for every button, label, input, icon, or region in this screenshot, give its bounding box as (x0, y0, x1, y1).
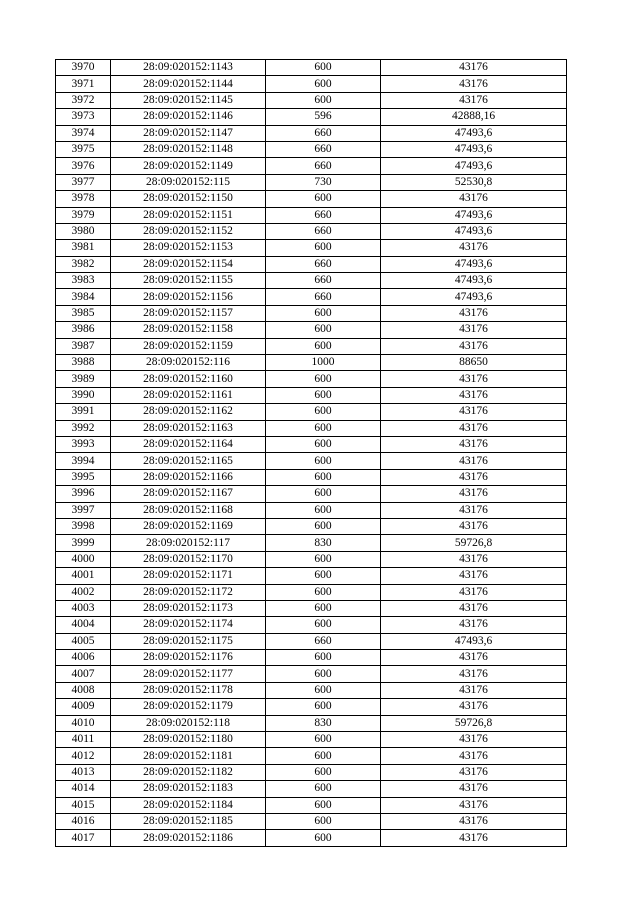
cadastral-number-cell: 28:09:020152:1181 (111, 748, 266, 764)
table-row (56, 223, 567, 239)
table-row (56, 256, 567, 272)
row-number-cell: 3981 (56, 240, 111, 256)
row-number-cell: 3993 (56, 436, 111, 452)
row-number-cell: 3972 (56, 92, 111, 108)
table-row (56, 109, 567, 125)
cadastral-number-cell: 28:09:020152:1149 (111, 158, 266, 174)
table-row (56, 748, 567, 764)
cadastral-number-cell: 28:09:020152:1165 (111, 453, 266, 469)
table-row (56, 666, 567, 682)
table-row (56, 305, 567, 321)
area-cell: 600 (266, 60, 381, 76)
area-cell: 660 (266, 633, 381, 649)
value-cell: 43176 (381, 60, 567, 76)
row-number-cell: 4010 (56, 715, 111, 731)
area-cell: 600 (266, 568, 381, 584)
cadastral-number-cell: 28:09:020152:1155 (111, 273, 266, 289)
area-cell: 600 (266, 502, 381, 518)
area-cell: 730 (266, 174, 381, 190)
value-cell: 43176 (381, 813, 567, 829)
area-cell: 600 (266, 322, 381, 338)
row-number-cell: 3985 (56, 305, 111, 321)
area-cell: 600 (266, 699, 381, 715)
row-number-cell: 3988 (56, 355, 111, 371)
row-number-cell: 3991 (56, 404, 111, 420)
table-row (56, 338, 567, 354)
area-cell: 600 (266, 748, 381, 764)
value-cell: 43176 (381, 338, 567, 354)
row-number-cell: 4009 (56, 699, 111, 715)
cadastral-number-cell: 28:09:020152:1171 (111, 568, 266, 584)
row-number-cell: 3973 (56, 109, 111, 125)
cadastral-number-cell: 28:09:020152:1174 (111, 617, 266, 633)
area-cell: 600 (266, 666, 381, 682)
area-cell: 830 (266, 535, 381, 551)
row-number-cell: 4016 (56, 813, 111, 829)
cadastral-number-cell: 28:09:020152:1144 (111, 76, 266, 92)
row-number-cell: 3989 (56, 371, 111, 387)
area-cell: 600 (266, 453, 381, 469)
value-cell: 43176 (381, 469, 567, 485)
row-number-cell: 3999 (56, 535, 111, 551)
row-number-cell: 3986 (56, 322, 111, 338)
row-number-cell: 3987 (56, 338, 111, 354)
cadastral-number-cell: 28:09:020152:1179 (111, 699, 266, 715)
area-cell: 600 (266, 584, 381, 600)
table-row (56, 453, 567, 469)
cadastral-number-cell: 28:09:020152:1157 (111, 305, 266, 321)
value-cell: 43176 (381, 486, 567, 502)
cadastral-number-cell: 28:09:020152:1158 (111, 322, 266, 338)
area-cell: 600 (266, 92, 381, 108)
row-number-cell: 4012 (56, 748, 111, 764)
table-row (56, 76, 567, 92)
value-cell: 43176 (381, 682, 567, 698)
row-number-cell: 3978 (56, 191, 111, 207)
value-cell: 43176 (381, 617, 567, 633)
value-cell: 43176 (381, 666, 567, 682)
table-row (56, 322, 567, 338)
value-cell: 43176 (381, 600, 567, 616)
row-number-cell: 4005 (56, 633, 111, 649)
value-cell: 88650 (381, 355, 567, 371)
cadastral-number-cell: 28:09:020152:1176 (111, 650, 266, 666)
row-number-cell: 3983 (56, 273, 111, 289)
value-cell: 47493,6 (381, 125, 567, 141)
area-cell: 660 (266, 158, 381, 174)
table-row (56, 420, 567, 436)
table-row (56, 502, 567, 518)
row-number-cell: 4004 (56, 617, 111, 633)
table-row (56, 60, 567, 76)
table-row (56, 158, 567, 174)
row-number-cell: 4003 (56, 600, 111, 616)
table-row (56, 92, 567, 108)
table-row (56, 273, 567, 289)
area-cell: 600 (266, 600, 381, 616)
table-row (56, 289, 567, 305)
cadastral-number-cell: 28:09:020152:1150 (111, 191, 266, 207)
area-cell: 660 (266, 125, 381, 141)
cadastral-number-cell: 28:09:020152:1170 (111, 551, 266, 567)
value-cell: 43176 (381, 322, 567, 338)
cadastral-number-cell: 28:09:020152:1169 (111, 518, 266, 534)
value-cell: 43176 (381, 699, 567, 715)
table-row (56, 125, 567, 141)
row-number-cell: 3996 (56, 486, 111, 502)
table-row (56, 650, 567, 666)
cadastral-number-cell: 28:09:020152:115 (111, 174, 266, 190)
value-cell: 43176 (381, 453, 567, 469)
table-row (56, 174, 567, 190)
value-cell: 43176 (381, 518, 567, 534)
value-cell: 43176 (381, 191, 567, 207)
cadastral-number-cell: 28:09:020152:116 (111, 355, 266, 371)
value-cell: 43176 (381, 76, 567, 92)
table-row (56, 568, 567, 584)
value-cell: 47493,6 (381, 207, 567, 223)
area-cell: 660 (266, 289, 381, 305)
value-cell: 43176 (381, 732, 567, 748)
value-cell: 43176 (381, 387, 567, 403)
cadastral-number-cell: 28:09:020152:1173 (111, 600, 266, 616)
row-number-cell: 3975 (56, 141, 111, 157)
cadastral-number-cell: 28:09:020152:1154 (111, 256, 266, 272)
value-cell: 43176 (381, 371, 567, 387)
area-cell: 660 (266, 207, 381, 223)
row-number-cell: 3990 (56, 387, 111, 403)
value-cell: 47493,6 (381, 158, 567, 174)
cadastral-number-cell: 28:09:020152:1182 (111, 764, 266, 780)
table-row (56, 764, 567, 780)
row-number-cell: 3984 (56, 289, 111, 305)
row-number-cell: 3976 (56, 158, 111, 174)
area-cell: 600 (266, 371, 381, 387)
cadastral-number-cell: 28:09:020152:1168 (111, 502, 266, 518)
row-number-cell: 3994 (56, 453, 111, 469)
area-cell: 830 (266, 715, 381, 731)
area-cell: 660 (266, 256, 381, 272)
table-row (56, 371, 567, 387)
table-row (56, 469, 567, 485)
value-cell: 43176 (381, 240, 567, 256)
value-cell: 43176 (381, 830, 567, 846)
cadastral-number-cell: 28:09:020152:117 (111, 535, 266, 551)
table-row (56, 141, 567, 157)
row-number-cell: 4000 (56, 551, 111, 567)
row-number-cell: 3974 (56, 125, 111, 141)
row-number-cell: 3997 (56, 502, 111, 518)
row-number-cell: 3979 (56, 207, 111, 223)
value-cell: 47493,6 (381, 273, 567, 289)
table-row (56, 600, 567, 616)
area-cell: 600 (266, 617, 381, 633)
table-row (56, 551, 567, 567)
row-number-cell: 3992 (56, 420, 111, 436)
table-row (56, 830, 567, 846)
value-cell: 47493,6 (381, 141, 567, 157)
cadastral-number-cell: 28:09:020152:1159 (111, 338, 266, 354)
value-cell: 52530,8 (381, 174, 567, 190)
cadastral-number-cell: 28:09:020152:1184 (111, 797, 266, 813)
area-cell: 600 (266, 781, 381, 797)
value-cell: 43176 (381, 764, 567, 780)
area-cell: 596 (266, 109, 381, 125)
row-number-cell: 3998 (56, 518, 111, 534)
cadastral-number-cell: 28:09:020152:1162 (111, 404, 266, 420)
value-cell: 43176 (381, 436, 567, 452)
row-number-cell: 3982 (56, 256, 111, 272)
row-number-cell: 4002 (56, 584, 111, 600)
cadastral-number-cell: 28:09:020152:1183 (111, 781, 266, 797)
area-cell: 600 (266, 518, 381, 534)
row-number-cell: 4013 (56, 764, 111, 780)
table-row (56, 633, 567, 649)
table-row (56, 797, 567, 813)
cadastral-number-cell: 28:09:020152:1152 (111, 223, 266, 239)
table-row (56, 404, 567, 420)
cadastral-number-cell: 28:09:020152:1167 (111, 486, 266, 502)
cadastral-number-cell: 28:09:020152:1156 (111, 289, 266, 305)
table-row (56, 584, 567, 600)
parcel-table-body (56, 60, 567, 847)
value-cell: 43176 (381, 584, 567, 600)
area-cell: 600 (266, 387, 381, 403)
table-row (56, 699, 567, 715)
area-cell: 600 (266, 650, 381, 666)
value-cell: 43176 (381, 92, 567, 108)
area-cell: 1000 (266, 355, 381, 371)
cadastral-number-cell: 28:09:020152:1161 (111, 387, 266, 403)
cadastral-number-cell: 28:09:020152:1185 (111, 813, 266, 829)
area-cell: 660 (266, 273, 381, 289)
area-cell: 600 (266, 830, 381, 846)
row-number-cell: 4007 (56, 666, 111, 682)
cadastral-number-cell: 28:09:020152:1153 (111, 240, 266, 256)
cadastral-number-cell: 28:09:020152:1148 (111, 141, 266, 157)
area-cell: 600 (266, 797, 381, 813)
cadastral-number-cell: 28:09:020152:1163 (111, 420, 266, 436)
area-cell: 600 (266, 469, 381, 485)
table-row (56, 207, 567, 223)
area-cell: 600 (266, 338, 381, 354)
value-cell: 47493,6 (381, 289, 567, 305)
value-cell: 43176 (381, 404, 567, 420)
table-row (56, 436, 567, 452)
area-cell: 600 (266, 813, 381, 829)
row-number-cell: 4011 (56, 732, 111, 748)
value-cell: 42888,16 (381, 109, 567, 125)
table-row (56, 682, 567, 698)
area-cell: 600 (266, 682, 381, 698)
area-cell: 600 (266, 436, 381, 452)
cadastral-number-cell: 28:09:020152:1151 (111, 207, 266, 223)
cadastral-number-cell: 28:09:020152:1172 (111, 584, 266, 600)
table-row (56, 813, 567, 829)
value-cell: 43176 (381, 781, 567, 797)
value-cell: 47493,6 (381, 256, 567, 272)
table-row (56, 518, 567, 534)
row-number-cell: 4017 (56, 830, 111, 846)
row-number-cell: 4001 (56, 568, 111, 584)
cadastral-number-cell: 28:09:020152:1145 (111, 92, 266, 108)
value-cell: 43176 (381, 650, 567, 666)
table-row (56, 240, 567, 256)
value-cell: 47493,6 (381, 633, 567, 649)
table-row (56, 617, 567, 633)
row-number-cell: 4008 (56, 682, 111, 698)
area-cell: 600 (266, 191, 381, 207)
row-number-cell: 3977 (56, 174, 111, 190)
table-row (56, 715, 567, 731)
cadastral-number-cell: 28:09:020152:1180 (111, 732, 266, 748)
cadastral-number-cell: 28:09:020152:1186 (111, 830, 266, 846)
value-cell: 43176 (381, 797, 567, 813)
table-row (56, 387, 567, 403)
value-cell: 43176 (381, 551, 567, 567)
cadastral-number-cell: 28:09:020152:1147 (111, 125, 266, 141)
table-row (56, 781, 567, 797)
area-cell: 600 (266, 76, 381, 92)
table-row (56, 486, 567, 502)
table-row (56, 732, 567, 748)
row-number-cell: 3980 (56, 223, 111, 239)
area-cell: 660 (266, 141, 381, 157)
area-cell: 600 (266, 305, 381, 321)
row-number-cell: 4014 (56, 781, 111, 797)
cadastral-number-cell: 28:09:020152:1177 (111, 666, 266, 682)
row-number-cell: 3995 (56, 469, 111, 485)
value-cell: 43176 (381, 420, 567, 436)
area-cell: 600 (266, 404, 381, 420)
cadastral-number-cell: 28:09:020152:1146 (111, 109, 266, 125)
value-cell: 43176 (381, 568, 567, 584)
area-cell: 600 (266, 732, 381, 748)
area-cell: 600 (266, 764, 381, 780)
parcel-table (55, 59, 567, 847)
row-number-cell: 4015 (56, 797, 111, 813)
cadastral-number-cell: 28:09:020152:118 (111, 715, 266, 731)
table-row (56, 191, 567, 207)
cadastral-number-cell: 28:09:020152:1160 (111, 371, 266, 387)
value-cell: 59726,8 (381, 535, 567, 551)
value-cell: 47493,6 (381, 223, 567, 239)
value-cell: 43176 (381, 305, 567, 321)
row-number-cell: 3970 (56, 60, 111, 76)
value-cell: 43176 (381, 502, 567, 518)
cadastral-number-cell: 28:09:020152:1178 (111, 682, 266, 698)
cadastral-number-cell: 28:09:020152:1143 (111, 60, 266, 76)
row-number-cell: 4006 (56, 650, 111, 666)
cadastral-number-cell: 28:09:020152:1164 (111, 436, 266, 452)
table-row (56, 535, 567, 551)
area-cell: 600 (266, 486, 381, 502)
cadastral-number-cell: 28:09:020152:1166 (111, 469, 266, 485)
row-number-cell: 3971 (56, 76, 111, 92)
value-cell: 43176 (381, 748, 567, 764)
area-cell: 600 (266, 420, 381, 436)
area-cell: 600 (266, 240, 381, 256)
area-cell: 600 (266, 551, 381, 567)
value-cell: 59726,8 (381, 715, 567, 731)
table-row (56, 355, 567, 371)
cadastral-number-cell: 28:09:020152:1175 (111, 633, 266, 649)
area-cell: 660 (266, 223, 381, 239)
